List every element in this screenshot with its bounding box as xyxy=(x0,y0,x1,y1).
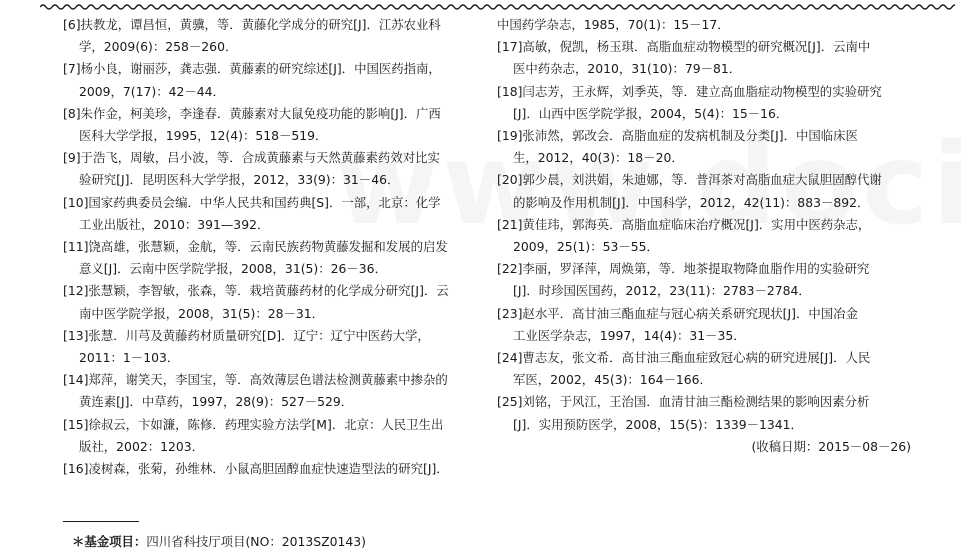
reference-21: [21]黄佳玮，郭海英．高脂血症临床治疗概况[J]．实用中医药杂志， 2009，25(1)：53－55． xyxy=(497,216,871,255)
reference-10: [10]国家药典委员会编．中华人民共和国药典[S]．一部，北京：化学 工业出版社，2010：391—392． xyxy=(63,194,441,232)
footnote xyxy=(72,533,366,551)
references-left-column xyxy=(63,14,483,480)
reference-13: [13]张慧．川芎及黄藤药材质量研究[D]．辽宁：辽宁中医药大学， 2011：1－103． xyxy=(63,327,430,366)
reference-24: [24]曹志友，张文希．高甘油三酯血症致冠心病的研究进展[J]．人民 军医，2002，45(3)：164－166． xyxy=(497,350,871,388)
reference-7: [7]杨小良，谢丽莎，龚志强．黄藤素的研究综述[J]．中国医药指南， 2009，7(17)：42－44． xyxy=(63,61,441,99)
footnote-rule xyxy=(63,521,139,522)
reference-14: [14]郑萍，谢笑天，李国宝，等．高效薄层色谱法检测黄藤素中掺杂的 黄连素[J]．中草药，1997，28(9)：527－529． xyxy=(63,372,448,410)
reference-17: [17]高敏，倪凯，杨玉琪．高脂血症动物模型的研究概况[J]．云南中 医中药杂志，2010，31(10)：79－81． xyxy=(497,39,871,77)
reference-6: [6]扶教龙，谭昌恒，黄骥，等．黄藤化学成分的研究[J]．江苏农业科 学，2009(6)：258－260． xyxy=(63,17,441,55)
top-wavy-border xyxy=(40,2,955,12)
reference-16: [16]凌树森，张菊，孙维林．小鼠高胆固醇血症快速造型法的研究[J]． xyxy=(63,461,449,477)
reference-8: [8]朱作金，柯美珍，李逢春．黄藤素对大鼠免疫功能的影响[J]．广西 医科大学学报，1995，12(4)：518－519． xyxy=(63,105,441,144)
footnote-text: 四川省科技厅项目(NO：2013SZ0143) xyxy=(146,534,366,549)
reference-25: [25]刘铭，于风江，王治国．血清甘油三酯检测结果的影响因素分析 [J]．实用预防医学，2008，15(5)：1339－1341． xyxy=(497,394,870,432)
reference-23: [23]赵水平．高甘油三酯血症与冠心病关系研究现状[J]．中国冶金 工业医学杂志，1997，14(4)：31－35． xyxy=(497,305,858,343)
received-date: (收稿日期：2015－08－26) xyxy=(751,438,911,454)
reference-12: [12]张慧颖，李智敏，张森，等．栽培黄藤药材的化学成分研究[J]．云 南中医学院学报，2008，31(5)：28－31． xyxy=(63,283,449,321)
reference-9: [9]于浩飞，周敏，吕小波，等．合成黄藤素与天然黄藤素药效对比实 验研究[J]．昆明医科大学学报，2012，33(9)：31－46． xyxy=(63,150,440,188)
reference-22: [22]李丽，罗泽萍，周焕第，等．地茶提取物降血脂作用的实验研究 [J]．时珍国医国药，2012，23(11)：2783－2784． xyxy=(497,261,870,299)
reference-19: [19]张沛然，郭改会．高脂血症的发病机制及分类[J]．中国临床医 生，2012，40(3)：18－20． xyxy=(497,128,858,166)
references-right-column xyxy=(497,14,917,458)
reference-20: [20]郭少晨，刘洪娟，朱迪娜，等．普洱茶对高脂血症大鼠胆固醇代谢 的影响及作用机制[J]．中国科学，2012，42(11)：883－892． xyxy=(497,172,882,210)
reference-15: [15]徐叔云，卞如濂，陈修．药理实验方法学[M]．北京：人民卫生出 版社，2002：1203． xyxy=(63,416,444,454)
reference-18: [18]闫志芳，王永辉，刘季英，等．建立高血脂症动物模型的实验研究 [J]．山西中医学院学报，2004，5(4)：15－16． xyxy=(497,83,882,121)
reference-16-continuation: 中国药学杂志，1985，70(1)：15－17． xyxy=(497,17,730,32)
footnote-label: ＊基金项目： xyxy=(72,534,147,549)
reference-11: [11]饶高雄，张慧颖，金航，等．云南民族药物黄藤发掘和发展的启发 意义[J]．云南中医学院学报，2008，31(5)：26－36． xyxy=(63,239,448,277)
